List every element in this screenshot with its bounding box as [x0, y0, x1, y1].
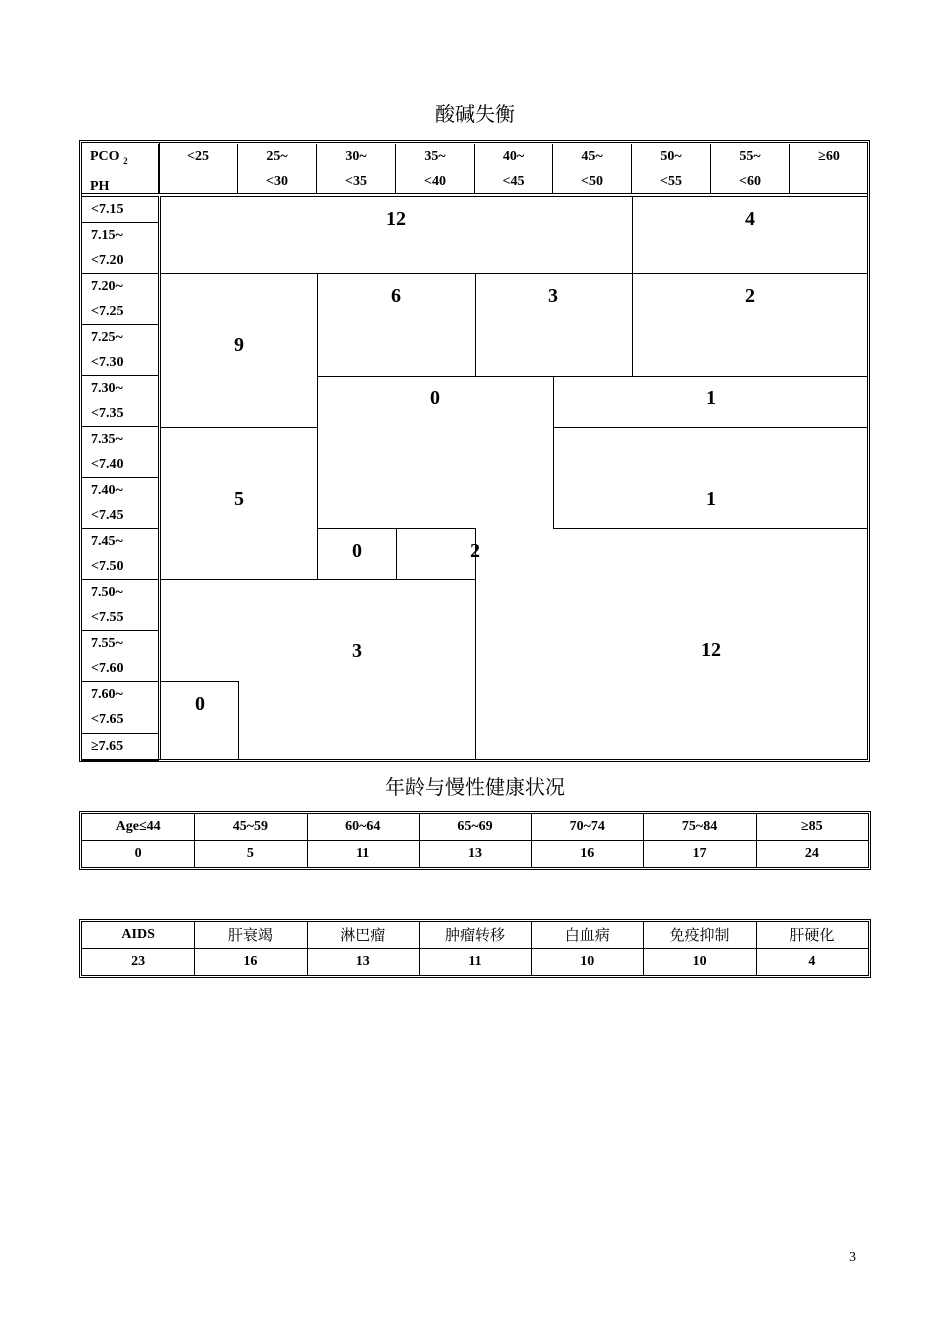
- ph-row-label: <7.15: [81, 196, 159, 223]
- ph-row-label: 7.60~ <7.65: [81, 681, 159, 734]
- age-header-cell: 65~69: [457, 819, 493, 834]
- score-value: 12: [386, 208, 406, 230]
- corner-header-cell: PCO $_2$ PH: [81, 144, 159, 194]
- condition-score-cell: 16: [243, 954, 258, 969]
- age-score-cell: 17: [692, 846, 707, 861]
- ph-row-label: 7.25~ <7.30: [81, 324, 159, 376]
- age-score-cell: 0: [134, 846, 142, 861]
- score-value: 0: [352, 540, 362, 562]
- age-header-cell: 75~84: [681, 819, 718, 834]
- age-header-cell: 45~59: [232, 819, 269, 834]
- age-header-cell: 60~64: [345, 819, 381, 834]
- age-header-cell: Age≤44: [115, 819, 161, 834]
- acid-base-title: 酸碱失衡: [435, 102, 515, 126]
- condition-score-cell: 4: [808, 954, 816, 969]
- pco2-header-cell: 25~ <30: [238, 144, 317, 194]
- score-value: 3: [352, 640, 362, 662]
- age-health-title: 年龄与慢性健康状况: [385, 775, 565, 799]
- score-value: 0: [195, 693, 205, 715]
- condition-score-cell: 10: [580, 954, 595, 969]
- score-value: 5: [234, 488, 244, 510]
- condition-header-cell: 肿瘤转移: [444, 926, 505, 944]
- corner-divider: [159, 142, 160, 194]
- score-value: 9: [234, 334, 244, 356]
- ph-row-label: 7.15~ <7.20: [81, 222, 159, 274]
- age-table: [79, 811, 871, 870]
- pco2-header-cell: <25: [159, 144, 238, 194]
- age-score-cell: 5: [246, 846, 254, 861]
- age-header-cell: ≥85: [801, 819, 823, 834]
- score-value: 1: [706, 488, 716, 510]
- pco2-header-cell: ≥60: [818, 149, 840, 164]
- score-region-10: [553, 427, 868, 529]
- score-value: 2: [470, 540, 480, 562]
- header-row: [81, 142, 868, 194]
- condition-table-row-divider: [82, 948, 868, 949]
- condition-score-cell: 10: [692, 954, 707, 969]
- score-value: 2: [745, 285, 755, 307]
- pco2-header-cell: 55~ <60: [711, 144, 790, 194]
- region-14-top-edge: [553, 528, 868, 529]
- pco2-header-cell: 40~ <45: [475, 144, 553, 194]
- condition-score-cell: 13: [355, 954, 370, 969]
- ph-row-label: ≥7.65: [81, 733, 159, 761]
- chronic-condition-table: [79, 919, 871, 978]
- condition-header-cell: 肝硬化: [789, 926, 835, 944]
- page-number: 3: [849, 1250, 856, 1265]
- condition-header-cell: 淋巴瘤: [340, 926, 386, 944]
- age-header-cell: 70~74: [569, 819, 605, 834]
- score-value: 1: [706, 387, 716, 409]
- score-value: 3: [548, 285, 558, 307]
- score-value: 4: [745, 208, 755, 230]
- score-region-14: [475, 528, 868, 760]
- pco2-header-cell: 30~ <35: [317, 144, 396, 194]
- ph-row-label: 7.35~ <7.40: [81, 426, 159, 478]
- age-score-cell: 16: [580, 846, 595, 861]
- ph-row-label: 7.55~ <7.60: [81, 630, 159, 682]
- condition-header-cell: AIDS: [121, 927, 155, 942]
- condition-header-cell: 免疫抑制: [669, 926, 730, 944]
- age-score-cell: 13: [467, 846, 482, 861]
- ph-row-label: 7.20~ <7.25: [81, 273, 159, 325]
- condition-header-cell: 白血病: [564, 926, 610, 944]
- ph-row-label: 7.40~ <7.45: [81, 477, 159, 529]
- ph-row-label: 7.30~ <7.35: [81, 375, 159, 427]
- condition-score-cell: 23: [131, 954, 146, 969]
- score-value: 12: [701, 639, 721, 661]
- age-table-row-divider: [82, 840, 868, 841]
- age-score-cell: 11: [356, 846, 370, 861]
- condition-score-cell: 11: [468, 954, 482, 969]
- ph-row-label: 7.50~ <7.55: [81, 579, 159, 631]
- pco2-header-cell: 35~ <40: [396, 144, 475, 194]
- ph-row-label: 7.45~ <7.50: [81, 528, 159, 580]
- age-score-cell: 24: [804, 846, 819, 861]
- score-value: 0: [430, 387, 440, 409]
- pco2-header-cell: 50~ <55: [632, 144, 711, 194]
- score-value: 6: [391, 285, 401, 307]
- condition-header-cell: 肝衰竭: [227, 926, 273, 944]
- pco2-header-cell: 45~ <50: [553, 144, 632, 194]
